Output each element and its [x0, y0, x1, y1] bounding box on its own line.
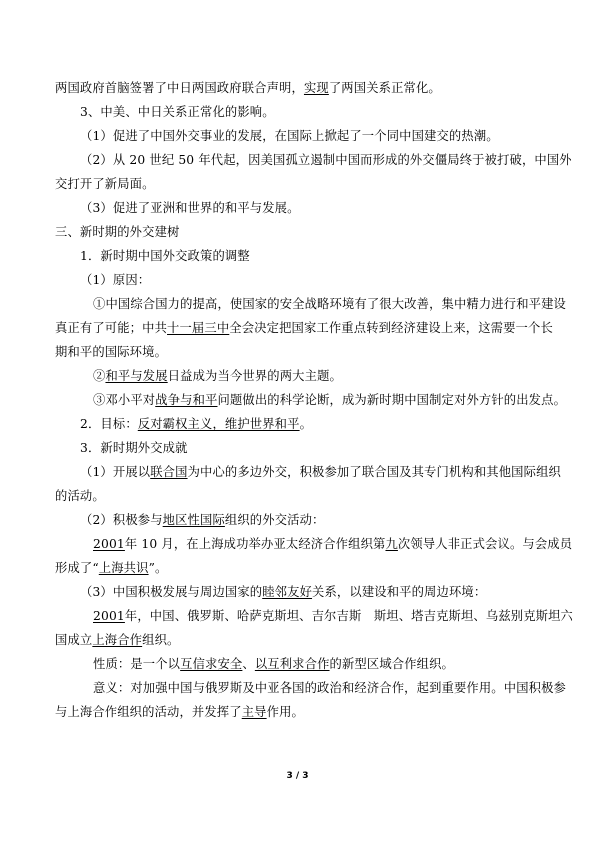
underlined-term: 战争与和平 — [155, 393, 218, 407]
text-segment: 年，中国、俄罗斯、哈萨克斯坦、吉尔吉斯 斯坦、塔吉克斯坦、乌兹别克斯坦六 — [124, 609, 573, 623]
text-line — [80, 584, 580, 600]
text-segment: （1）促进了中国外交事业的发展，在国际上掀起了一个同中国建交的热潮。 — [80, 129, 499, 143]
text-line — [93, 296, 593, 312]
underlined-term: 以互利求合作 — [254, 657, 330, 671]
text-line — [93, 536, 593, 552]
text-line — [55, 344, 555, 360]
text-segment: 意义：对加强中国与俄罗斯及中亚各国的政治和经济合作，起到重要作用。中国积极参 — [93, 681, 566, 695]
text-segment: 。 — [299, 417, 313, 431]
text-segment: 组织。 — [142, 633, 180, 647]
text-segment: 日益成为当今世界的两大主题。 — [167, 369, 342, 383]
text-segment: 全会决定把国家工作重点转到经济建设上来，这需要一个长 — [229, 321, 553, 335]
underlined-term: 和平与发展 — [105, 369, 168, 383]
text-segment: 年 10 月，在上海成功举办亚太经济合作组织第 — [124, 537, 386, 551]
underlined-term: 上海合作 — [92, 633, 143, 647]
text-segment: 组织的外交活动： — [224, 513, 325, 527]
text-line — [80, 512, 580, 528]
text-line — [55, 176, 555, 192]
text-line — [93, 368, 593, 384]
text-segment: ”。 — [148, 561, 168, 575]
text-segment: 次领导人非正式会议。与会成员 — [397, 537, 573, 551]
text-segment: 交打开了新局面。 — [55, 177, 155, 191]
text-segment: （3）促进了亚洲和世界的和平与发展。 — [80, 201, 300, 215]
text-segment: （1）开展以 — [80, 465, 151, 479]
underlined-term: 九 — [385, 537, 398, 551]
text-segment: （1）原因： — [80, 273, 151, 287]
text-segment: 国成立 — [55, 633, 93, 647]
text-segment: 真正有了可能；中共 — [55, 321, 168, 335]
underlined-term: 主导 — [241, 705, 267, 719]
text-segment: 的新型区域合作组织。 — [329, 657, 455, 671]
text-segment: （2）积极参与 — [80, 513, 163, 527]
text-line — [55, 80, 555, 96]
underlined-term: 十一届三中 — [167, 321, 230, 335]
text-line — [93, 392, 593, 408]
text-line — [55, 488, 555, 504]
underlined-term: 联合国 — [150, 465, 188, 479]
section-heading — [80, 248, 580, 264]
section-heading — [80, 104, 580, 120]
text-line — [80, 128, 580, 144]
text-segment: 3、中美、中日关系正常化的影响。 — [80, 105, 275, 119]
page-number: 3 / 3 — [286, 771, 309, 781]
text-segment: 1．新时期中国外交政策的调整 — [80, 249, 250, 263]
underlined-term: 互信求安全 — [180, 657, 243, 671]
underlined-term: 实现 — [303, 81, 329, 95]
text-line — [80, 200, 580, 216]
text-segment: 问题做出的科学论断，成为新时期中国制定对外方针的出发点。 — [217, 393, 567, 407]
text-segment: 三、新时期的外交建树 — [55, 225, 180, 239]
underlined-term: 2001 — [93, 537, 125, 551]
text-line — [55, 632, 555, 648]
text-segment: 关系，以建设和平的周边环境： — [312, 585, 487, 599]
text-segment: 2．目标： — [80, 417, 138, 431]
text-line — [93, 608, 593, 624]
text-segment: ①中国综合国力的提高，使国家的安全战略环境有了很大改善，集中精力进行和平建设 — [93, 297, 566, 311]
text-line — [93, 680, 593, 696]
text-segment: （2）从 20 世纪 50 年代起，因美国孤立遏制中国而形成的外交僵局终于被打破，中国外 — [80, 153, 572, 167]
section-heading — [80, 416, 580, 432]
text-segment: 形成了“ — [55, 561, 99, 575]
text-segment: ② — [93, 369, 106, 383]
underlined-term: 反对霸权主义，维护世界和平 — [137, 417, 300, 431]
text-segment: 为中心的多边外交，积极参加了联合国及其专门机构和其他国际组织 — [187, 465, 561, 479]
text-segment: 期和平的国际环境。 — [55, 345, 168, 359]
text-segment: ③邓小平对 — [93, 393, 156, 407]
text-segment: 3．新时期外交成就 — [80, 441, 188, 455]
text-segment: 两国政府首脑签署了中日两国政府联合声明， — [55, 81, 304, 95]
text-segment: 了两国关系正常化。 — [328, 81, 441, 95]
text-segment: （3）中国积极发展与周边国家的 — [80, 585, 263, 599]
text-segment: 与上海合作组织的活动，并发挥了 — [55, 705, 242, 719]
section-heading — [55, 224, 555, 240]
text-segment: 作用。 — [266, 705, 304, 719]
section-heading — [80, 440, 580, 456]
underlined-term: 睦邻友好 — [262, 585, 313, 599]
text-line — [80, 152, 580, 168]
text-line — [55, 560, 555, 576]
underlined-term: 2001 — [93, 609, 125, 623]
text-line — [80, 272, 580, 288]
text-segment: 、 — [242, 657, 255, 671]
text-line — [80, 464, 580, 480]
text-segment: 的活动。 — [55, 489, 105, 503]
underlined-term: 上海共识 — [98, 561, 149, 575]
text-line — [55, 704, 555, 720]
underlined-term: 地区性国际 — [162, 513, 225, 527]
text-line — [93, 656, 593, 672]
text-line — [55, 320, 555, 336]
text-segment: 性质：是一个以 — [93, 657, 181, 671]
